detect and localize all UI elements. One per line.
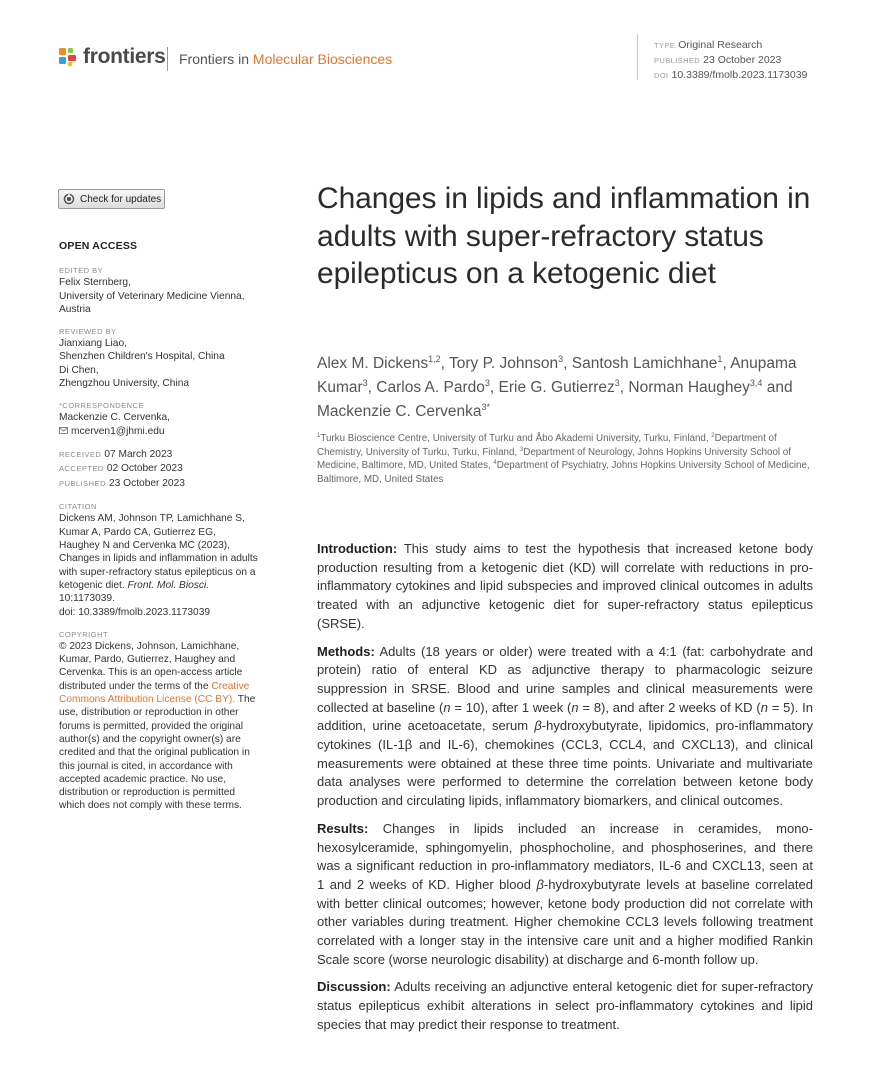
reviewer-line: Shenzhen Children's Hospital, China	[59, 351, 225, 363]
journal-prefix: Frontiers in	[179, 51, 250, 67]
author-affiliation-sup: 3	[614, 378, 620, 388]
author-separator: ,	[563, 355, 572, 372]
affiliation-number: 2	[711, 433, 715, 439]
author-name[interactable]: Carlos A. Pardo	[376, 379, 485, 396]
journal-title: Molecular Biosciences	[252, 51, 393, 67]
frontiers-logo[interactable]	[57, 45, 165, 69]
author-affiliation-sup: 1	[717, 354, 723, 364]
license-link[interactable]: Creative Commons Attribution License (CC BY).	[59, 680, 250, 706]
article-sidebar	[59, 240, 259, 823]
reviewer-line: Zhengzhou University, China	[59, 378, 190, 390]
doi-label: DOI	[654, 71, 669, 80]
type-value: Original Research	[678, 39, 763, 51]
correspondence-name: Mackenzie C. Cervenka,	[59, 412, 170, 424]
reviewer-line: Di Chen,	[59, 364, 99, 376]
published-label: PUBLISHED	[59, 478, 107, 488]
correspondence-label: *CORRESPONDENCE	[59, 401, 145, 411]
email-icon	[59, 427, 68, 434]
results-text: -hydroxybutyrate levels at baseline correlated with better clinical outcomes; however, ketone body production did not correlate with other variables during treatment. Higher chemokine CCL3 levels following treatment correlated with a longer stay in the intensive care unit and a higher modified Rankin Scale score (worse neurologic disability) at discharge and 6-month follow up.	[317, 876, 813, 967]
copyright-text: © 2023 Dickens, Johnson, Lamichhane, Kumar, Pardo, Gutierrez, Haughey and Cervenka. This is an open-access article distributed under the terms of the	[59, 640, 243, 692]
open-access-label: OPEN ACCESS	[59, 240, 138, 252]
abstract-discussion	[317, 978, 813, 1034]
methods-text: = 8), and after 2 weeks of KD (	[578, 699, 761, 715]
affiliation-text: Department of Neurology, Johns Hopkins University School of Medicine, Baltimore, MD, United States,	[317, 446, 791, 472]
introduction-heading: Introduction:	[317, 541, 398, 556]
author-separator: ,	[489, 379, 499, 396]
correspondence-section	[59, 400, 259, 438]
journal-name[interactable]	[179, 51, 392, 67]
citation-doi[interactable]: doi: 10.3389/fmolb.2023.1173039	[59, 606, 211, 618]
results-text: Changes in lipids included an increase in ceramides, mono-hexosylceramide, sphingomyelin, phosphocholine, and phosphoserines, and there was a significant reduction in pro-inflammatory mediators, IL-6 and CXCL13, seen at 1 and 2 weeks of KD. Higher blood	[317, 820, 813, 892]
citation-body	[59, 512, 259, 618]
n-symbol: n	[760, 699, 768, 715]
results-heading: Results:	[317, 820, 369, 836]
edited-by-label: EDITED BY	[59, 266, 104, 276]
copyright-body	[59, 640, 259, 813]
methods-text: Adults (18 years or older) were treated with a 4:1 (fat: carbohydrate and protein) ratio of enteral KD as adjunctive therapy to pharmacologic seizure suppression in SRSE. Blood and urine samples and clinical measurements were collected at baseline (	[317, 643, 813, 715]
editor-line: University of Veterinary Medicine Vienna,	[59, 290, 245, 302]
frontiers-logo-icon	[57, 46, 79, 68]
affiliations	[317, 432, 817, 486]
dates-section	[59, 448, 259, 492]
correspondence-email[interactable]: mcerven1@jhmi.edu	[71, 425, 165, 437]
author-separator: ,	[440, 355, 449, 372]
abstract-results	[317, 820, 813, 970]
affiliation-number: 3	[519, 446, 524, 453]
citation-volume: 10:1173039.	[59, 593, 115, 605]
n-symbol: n	[443, 699, 451, 715]
author-name[interactable]: Norman Haughey	[628, 379, 750, 396]
author-name[interactable]: Anupama Kumar	[317, 355, 797, 396]
author-affiliation-sup: 3	[484, 378, 490, 388]
author-separator: ,	[619, 379, 629, 396]
article-meta	[654, 38, 807, 83]
introduction-text: This study aims to test the hypothesis that increased ketone body production resulting from a ketogenic diet (KD) will correlate with reductions in pro-inflammatory cytokines and lipid subspecies and improved clinical outcomes in adults treated with an adjunctive ketogenic diet for super-refractory status epilepticus (SRSE).	[317, 541, 813, 631]
methods-text: = 5). In addition, urine acetoacetate, serum	[317, 699, 813, 734]
meta-divider	[637, 34, 638, 80]
update-icon	[63, 193, 75, 205]
author-name[interactable]: Erie G. Gutierrez	[498, 379, 615, 396]
edited-by-section	[59, 265, 259, 316]
type-label: TYPE	[654, 41, 676, 50]
author-affiliation-sup: 3*	[481, 402, 491, 412]
author-name[interactable]: Alex M. Dickens	[317, 355, 429, 372]
editor-line: Austria	[59, 303, 91, 315]
affiliation-text: Department of Chemistry, University of Turku, Turku, Finland,	[317, 433, 777, 458]
check-for-updates-button[interactable]	[58, 189, 165, 209]
citation-text: Dickens AM, Johnson TP, Lamichhane S, Kumar A, Pardo CA, Gutierrez EG, Haughey N and Cervenka MC (2023), Changes in lipids and inflammation in adults with super-refractory status epilepticus on a ketogenic diet.	[59, 513, 258, 591]
citation-label: CITATION	[59, 502, 97, 512]
methods-text: = 10), after 1 week (	[450, 699, 572, 715]
abstract	[317, 540, 813, 1044]
article-title: Changes in lipids and inflammation in adults with super-refractory status epilepticus on a ketogenic diet	[317, 182, 811, 290]
logo-text: frontiers	[83, 45, 166, 68]
correspondence-email-row[interactable]	[59, 425, 259, 438]
author-name[interactable]: Santosh Lamichhane	[571, 355, 718, 372]
header-divider	[167, 47, 168, 71]
beta-symbol: β	[536, 876, 544, 892]
author-list	[317, 352, 817, 424]
published-value: 23 October 2023	[703, 54, 782, 66]
copyright-label: COPYRIGHT	[59, 629, 109, 639]
author-name[interactable]: Mackenzie C. Cervenka	[317, 403, 482, 420]
n-symbol: n	[571, 699, 579, 715]
doi-value[interactable]: 10.3389/fmolb.2023.1173039	[671, 69, 808, 81]
reviewed-by-label: REVIEWED BY	[59, 327, 117, 337]
discussion-text: Adults receiving an adjunctive enteral ketogenic diet for super-refractory status epilepticus exhibit alterations in select pro-inflammatory cytokines and lipid species that may predict their response to treatment.	[317, 979, 813, 1032]
methods-heading: Methods:	[317, 643, 375, 659]
reviewed-by-section	[59, 326, 259, 390]
copyright-terms: The use, distribution or reproduction in other forums is permitted, provided the original author(s) and the copyright owner(s) are credited and that the original publication in this journal is cited, in accordance with accepted academic practice. No use, distribution or reproduction is permitted which does not comply with these terms.	[59, 694, 256, 812]
affiliation-number: 4	[493, 460, 497, 467]
affiliation-text: Turku Bioscience Centre, University of Turku and Åbo Akademi University, Turku, Finland,	[320, 433, 712, 444]
accepted-date: 02 October 2023	[106, 463, 183, 475]
beta-symbol: β	[534, 718, 542, 734]
published-label: PUBLISHED	[654, 56, 701, 65]
author-affiliation-sup: 3,4	[749, 378, 763, 388]
citation-journal: Front. Mol. Biosci.	[127, 579, 210, 591]
reviewer-line: Jianxiang Liao,	[59, 338, 127, 350]
affiliation-text: Department of Psychiatry, Johns Hopkins University School of Medicine, Baltimore, MD, United States	[317, 460, 810, 485]
author-separator: ,	[722, 355, 731, 372]
abstract-introduction	[317, 540, 813, 634]
discussion-heading: Discussion:	[317, 979, 391, 995]
affiliation-number: 1	[317, 433, 321, 439]
abstract-methods	[317, 643, 813, 811]
author-affiliation-sup: 3	[362, 378, 368, 388]
author-affiliation-sup: 1,2	[428, 354, 441, 364]
received-date: 07 March 2023	[104, 448, 173, 460]
author-affiliation-sup: 3	[558, 354, 564, 364]
published-date: 23 October 2023	[109, 477, 185, 489]
copyright-section	[59, 629, 259, 813]
author-separator: and	[762, 379, 793, 396]
methods-text: -hydroxybutyrate, lipidomics, pro-inflammatory cytokines (IL-1β and IL-6), chemokines (CCL3, CCL4, and CXCL13), and clinical measurements were obtained at these three time points. Univariate and multivariate data analyses were performed to determine the correlation between ketone body production and circulating lipids, inflammatory biomarkers, and clinical outcomes.	[317, 718, 813, 809]
author-name[interactable]: Tory P. Johnson	[448, 355, 559, 372]
received-label: RECEIVED	[59, 449, 102, 459]
accepted-label: ACCEPTED	[59, 464, 104, 474]
citation-section	[59, 501, 259, 618]
editor-line: Felix Sternberg,	[59, 277, 131, 289]
author-separator: ,	[367, 379, 377, 396]
check-for-updates-label: Check for updates	[80, 193, 162, 205]
